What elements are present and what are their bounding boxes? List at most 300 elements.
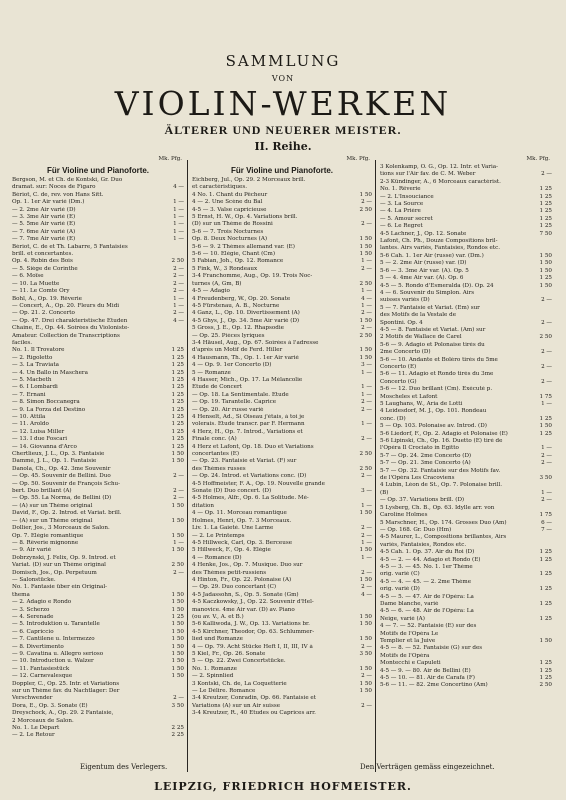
- entry-title: — 8. Divertimento: [12, 643, 64, 650]
- catalog-entry: [12, 207, 184, 214]
- catalog-entry: [380, 490, 552, 497]
- entry-price: 1 25: [171, 414, 184, 420]
- catalog-entry: [380, 608, 552, 615]
- entry-price: 4 —: [361, 591, 372, 598]
- entry-price: 1 —: [361, 369, 372, 376]
- entry-title: 4 — Op. 9. 1er Concerto (D): [192, 362, 272, 369]
- entry-price: 1 50: [359, 576, 372, 583]
- entry-price: [526, 245, 552, 252]
- entry-title: 4 Hausmann, Th., Op. 1. 1er Air varié: [192, 354, 299, 361]
- entry-price: 1 25: [539, 201, 552, 208]
- entry-title: — 9. Air varié: [12, 547, 52, 554]
- footer-ownership: Eigentum des Verlegers.: [80, 763, 168, 771]
- catalog-entry: [380, 438, 552, 445]
- catalog-entry: [192, 503, 372, 510]
- entry-price: 1 25: [539, 430, 552, 437]
- catalog-entry: [12, 636, 184, 643]
- catalog-entry: [12, 644, 184, 651]
- catalog-entry: [192, 414, 372, 421]
- entry-price: [526, 653, 552, 660]
- catalog-entry: [380, 542, 552, 549]
- entry-price: [346, 429, 372, 436]
- catalog-entry: [12, 518, 184, 525]
- entry-price: 2 —: [361, 643, 372, 650]
- catalog-entry: [192, 214, 372, 221]
- catalog-entry: [192, 481, 372, 488]
- entry-price: 1 —: [361, 384, 372, 391]
- catalog-entry: [12, 621, 184, 628]
- catalog-entry: [12, 192, 184, 199]
- entry-price: 1 50: [359, 636, 372, 643]
- catalog-entry: [380, 238, 552, 245]
- entry-price: 1 25: [171, 391, 184, 398]
- entry-title: lied und Romanze: [192, 636, 243, 643]
- catalog-entry: [192, 458, 372, 465]
- entry-title: — Op. 21. 2. Concerto: [12, 310, 75, 317]
- entry-price: 1 50: [359, 236, 372, 243]
- entry-price: [346, 444, 372, 451]
- entry-price: [526, 631, 552, 638]
- catalog-entry: [380, 623, 552, 630]
- entry-title: 4-5 — 5. — 47. Air de l'Opéra: La: [380, 593, 474, 600]
- entry-price: [346, 177, 372, 184]
- entry-price: 1 50: [359, 354, 372, 361]
- entry-price: [158, 340, 184, 347]
- catalog-entry: [380, 290, 552, 297]
- catalog-entry: [12, 481, 184, 488]
- entry-title: bert. Duo brillant (A): [12, 488, 72, 495]
- entry-title: turnes (A, Gm, B): [192, 280, 242, 287]
- entry-title: Op. 8. Deux Nocturnes (A): [192, 236, 268, 243]
- catalog-entry: [380, 527, 552, 534]
- entry-title: — 7. Ernani: [12, 391, 46, 398]
- entry-price: [158, 481, 184, 488]
- entry-title: Op. 7. Élégie romantique: [12, 532, 84, 539]
- catalog-entry: [192, 310, 372, 317]
- catalog-entry: [12, 525, 184, 532]
- catalog-entry: [12, 436, 184, 443]
- catalog-entry: [12, 614, 184, 621]
- catalog-entry: [380, 468, 552, 475]
- entry-title: 5-6 — 3. 3me Air var. (A). Op. 5: [380, 267, 469, 274]
- catalog-entry: [380, 171, 552, 178]
- catalog-entry: [12, 296, 184, 303]
- entry-title: — 9. La Forza del Destino: [12, 406, 86, 413]
- entry-price: 1 50: [171, 628, 184, 635]
- entry-price: [158, 584, 184, 591]
- entry-title: 4-5 Hillweck, Carl, Op. 3. Berceuse: [192, 539, 293, 546]
- catalog-entry: [192, 199, 372, 206]
- catalog-entry: [192, 325, 372, 332]
- entry-price: 1 25: [171, 399, 184, 406]
- catalog-entry: [192, 273, 372, 280]
- entry-price: [526, 645, 552, 652]
- entry-price: 2 25: [171, 725, 184, 732]
- entry-title: 5-6 — 9. 2 Thèmes allemand var. (E): [192, 243, 295, 250]
- catalog-entry: [380, 223, 552, 230]
- entry-price: 1 50: [359, 243, 372, 250]
- catalog-entry: [192, 355, 372, 362]
- catalog-entry: [192, 347, 372, 354]
- entry-title: 5 Lysberg, Ch. B., Op. 63. Idylle arr. von: [380, 504, 495, 511]
- entry-price: [526, 623, 552, 630]
- catalog-entry: [192, 429, 372, 436]
- entry-title: 5 — Romanze: [192, 369, 231, 376]
- column-price-header: Mk. Pfg.: [526, 156, 550, 162]
- entry-price: [526, 327, 552, 334]
- entry-price: [346, 607, 372, 614]
- entry-price: 2 —: [541, 171, 552, 178]
- entry-price: 1 50: [171, 636, 184, 643]
- entry-price: 4 —: [361, 295, 372, 302]
- catalog-entry: [380, 497, 552, 504]
- entry-title: faciles.: [12, 339, 33, 346]
- entry-title: 5-6 — 11. Adagio et Rondo tirés du 3me: [380, 371, 494, 378]
- catalog-entry: [380, 416, 552, 423]
- catalog-entry: [192, 281, 372, 288]
- entry-price: 1 —: [541, 489, 552, 496]
- entry-price: 1 25: [539, 186, 552, 193]
- entry-title: 5 Fabian, Joh., Op. 12. Romance: [192, 258, 284, 265]
- entry-title: 4-5 — 3. Valse capricieuse: [192, 206, 267, 213]
- entry-price: 1 50: [539, 267, 552, 274]
- entry-price: 2 —: [361, 265, 372, 272]
- entry-title: 5-6 Lipinski, Ch., Op. 16. Duetto (E) tiré de: [380, 438, 503, 445]
- entry-title: 5-7 — Op. 32. Fantaisie sur des Motifs fav.: [380, 467, 501, 474]
- catalog-entry: [380, 638, 552, 645]
- column-title: Für Violine und Pianoforte.: [230, 166, 334, 175]
- entry-price: 1 50: [171, 599, 184, 606]
- entry-price: [346, 518, 372, 525]
- entry-title: 4 Lubin, Léon de St., Op. 7. Polonaise brill.: [380, 482, 503, 489]
- catalog-entry: [380, 216, 552, 223]
- catalog-entry: [380, 334, 552, 341]
- catalog-entry: [192, 658, 372, 665]
- entry-title: 4 Leidesdorf, M. J., Op. 101. Rondeau: [380, 408, 487, 415]
- catalog-entry: [12, 570, 184, 577]
- entry-title: (ou av. V., A. et B.): [192, 613, 244, 620]
- entry-title: 4 — Op. 11. Morceau romantique: [192, 510, 287, 517]
- entry-title: 5-6 — 11. — 82. 2me Concertino (Am): [380, 682, 488, 689]
- entry-title: — Le Délire. Romance: [192, 688, 256, 695]
- entry-price: 2 —: [361, 525, 372, 532]
- entry-price: 1 25: [171, 428, 184, 435]
- entry-price: 2 —: [361, 436, 372, 443]
- entry-title: thema: [12, 591, 30, 598]
- entry-title: — 6. Moïse: [12, 273, 44, 280]
- catalog-entry: [380, 260, 552, 267]
- entry-price: [526, 438, 552, 445]
- entry-title: manovice. 4me Air var. (D) av. Piano: [192, 606, 295, 613]
- entry-title: — Op. 24. Introd. et Variations conc. (D): [192, 473, 307, 480]
- catalog-entry: [192, 407, 372, 414]
- entry-title: Verschwender: [12, 695, 53, 702]
- catalog-entry: [192, 333, 372, 340]
- entry-price: [526, 386, 552, 393]
- catalog-entry: [380, 364, 552, 371]
- catalog-entry: [380, 342, 552, 349]
- entry-title: Bériot, C. de, rev. von Hans Sitt.: [12, 191, 104, 198]
- entry-price: 1 —: [173, 206, 184, 213]
- entry-price: 2 —: [361, 473, 372, 480]
- catalog-entry: [192, 636, 372, 643]
- catalog-entry: [380, 320, 552, 327]
- entry-price: 1 50: [539, 252, 552, 259]
- entry-price: 2 —: [541, 363, 552, 370]
- entry-price: [158, 718, 184, 725]
- catalog-entry: [192, 266, 372, 273]
- catalog-entry: [192, 244, 372, 251]
- entry-title: No. 1. Rêverie: [380, 186, 421, 193]
- entry-title: — Op. 19. Tarantelle. Caprice: [192, 399, 277, 406]
- entry-price: 1 25: [171, 369, 184, 376]
- catalog-entry: [12, 347, 184, 354]
- entry-price: 1 75: [539, 393, 552, 400]
- column-divider: [375, 160, 376, 772]
- entry-title: — 7. 7me Air varié (E): [12, 236, 76, 243]
- entry-price: [346, 184, 372, 191]
- entry-price: 1 25: [171, 384, 184, 391]
- catalog-entry: [192, 377, 372, 384]
- entry-price: [526, 408, 552, 415]
- catalog-entry: [192, 570, 372, 577]
- entry-title: — 3. La Source: [380, 201, 424, 208]
- entry-price: [346, 562, 372, 569]
- entry-price: [526, 371, 552, 378]
- entry-title: 4 Herz et Lafont, Op. 18. Duo et Variations: [192, 443, 314, 450]
- catalog-entry: [12, 258, 184, 265]
- catalog-entry: [380, 660, 552, 667]
- catalog-entry: [192, 236, 372, 243]
- catalog-entry: [12, 251, 184, 258]
- catalog-entry: [380, 586, 552, 593]
- publisher-imprint: LEIPZIG, FRIEDRICH HOFMEISTER.: [154, 780, 412, 793]
- entry-title: Dollier, Jos., 3 Morceaux de Salon.: [12, 525, 110, 532]
- entry-price: [526, 179, 552, 186]
- entry-price: 2 50: [359, 206, 372, 213]
- entry-price: 2 50: [359, 451, 372, 458]
- entry-price: 1 50: [171, 451, 184, 458]
- entry-title: 3 Kolenkamp, O. G., Op. 12. Intr. et Varia-: [380, 164, 498, 170]
- catalog-entry: [12, 273, 184, 280]
- entry-price: [158, 555, 184, 562]
- catalog-column-1: [12, 156, 184, 778]
- catalog-entry: [12, 725, 184, 732]
- entry-price: [158, 251, 184, 258]
- entry-price: 1 50: [539, 423, 552, 430]
- catalog-entry: [12, 695, 184, 702]
- entry-title: (B): [380, 489, 389, 496]
- catalog-entry: [380, 564, 552, 571]
- entry-price: [346, 599, 372, 606]
- entry-price: 2 —: [361, 584, 372, 591]
- entry-price: 1 50: [171, 651, 184, 657]
- entry-title: — Op. 45. Souvenir de Bellini. Duo: [12, 473, 111, 480]
- entry-title: — 2. 2me Air varié (D): [12, 206, 76, 213]
- entry-title: 4 Hasser, Mich., Op. 17. La Mélancolie: [192, 376, 303, 383]
- catalog-entry: [12, 688, 184, 695]
- catalog-entry: [192, 473, 372, 480]
- catalog-entry: [380, 201, 552, 208]
- catalog-entry: [12, 540, 184, 547]
- entry-price: 2 —: [173, 569, 184, 576]
- catalog-entry: [192, 495, 372, 502]
- entry-title: 3-4 Kreutzer, R., 40 Études ou Caprices arr.: [192, 710, 316, 717]
- entry-price: 1 25: [171, 613, 184, 620]
- entry-title: Dammé, J. L., Op. 1. Fantaisie: [12, 458, 97, 465]
- entry-title: 4 — Romance (D): [192, 554, 242, 561]
- entry-title: — 2. Adagio e Rondo: [12, 599, 72, 606]
- entry-price: 2 —: [173, 273, 184, 280]
- entry-title: des Motifs de la Vestale de: [380, 312, 457, 319]
- catalog-entry: [12, 184, 184, 191]
- catalog-entry: [380, 312, 552, 319]
- entry-price: 2 —: [361, 325, 372, 332]
- catalog-entry: [12, 281, 184, 288]
- catalog-entry: [12, 199, 184, 206]
- catalog-entry: [380, 357, 552, 364]
- entry-title: — 14. Giovanna d'Arco: [12, 443, 77, 450]
- entry-price: [526, 357, 552, 364]
- entry-title: Bériot, C. de et Th. Labarre, 5 Fantaisies: [12, 243, 128, 250]
- entry-title: Bergson, M. et Ch. de Kontski, Gr. Duo: [12, 177, 123, 183]
- entry-price: 2 —: [541, 460, 552, 467]
- entry-title: 5-6 Liedorf, F., Op. 2. Adagio et Polonaise (E): [380, 430, 508, 437]
- entry-price: 7 50: [539, 230, 552, 237]
- catalog-entry: [192, 644, 372, 651]
- entry-price: 1 50: [359, 251, 372, 258]
- entry-title: 4-5 Hoffmeister, F. A., Op. 19. Nouvelle grande: [192, 480, 325, 487]
- entry-price: 1 50: [171, 658, 184, 665]
- catalog-entry: [380, 305, 552, 312]
- entry-price: 1 —: [361, 502, 372, 509]
- catalog-entry: [380, 571, 552, 578]
- catalog-entry: [12, 607, 184, 614]
- catalog-entry: [12, 503, 184, 510]
- catalog-entry: [12, 325, 184, 332]
- entry-title: de l'Opéra Les Cracoviens: [380, 475, 455, 482]
- catalog-entry: [192, 288, 372, 295]
- entry-price: 2 —: [173, 288, 184, 295]
- entry-title: 5 Laughans, W., Aria de Lotti: [380, 401, 463, 407]
- catalog-entry: [12, 584, 184, 591]
- catalog-entry: [12, 488, 184, 495]
- catalog-entry: [12, 533, 184, 540]
- entry-price: 3 50: [359, 651, 372, 657]
- entry-title: 3 Kontski, Ch. de, La Coquetterie: [192, 680, 287, 687]
- catalog-entry: [12, 362, 184, 369]
- entry-title: Dobrzynski, J. Felix, Op. 9. Introd. et: [12, 554, 116, 561]
- entry-price: [526, 342, 552, 349]
- entry-price: 1 —: [361, 258, 372, 265]
- catalog-entry: [12, 473, 184, 480]
- entry-price: 1 50: [171, 502, 184, 509]
- entry-title: Concerto (E): [380, 363, 417, 370]
- catalog-entry: [12, 599, 184, 606]
- entry-title: 4 — 6. Souvenir du Simplon. Airs: [380, 289, 475, 296]
- entry-title: 4-5 — Adagio: [192, 288, 230, 295]
- entry-price: 1 —: [541, 445, 552, 452]
- entry-price: 2 —: [361, 406, 372, 413]
- entry-title: Dame blanche, varié: [380, 600, 439, 607]
- catalog-entry: [12, 547, 184, 554]
- entry-title: Danola, Ch., Op. 42. 3me Souvenir: [12, 465, 111, 472]
- catalog-entry: [192, 540, 372, 547]
- catalog-entry: [192, 192, 372, 199]
- catalog-entry: [12, 414, 184, 421]
- entry-price: 1 —: [173, 295, 184, 302]
- entry-title: 4 No. 1. Chant du Pêcheur: [192, 191, 268, 198]
- catalog-entry: [192, 229, 372, 236]
- catalog-entry: [12, 666, 184, 673]
- entry-title: — 13. I due Foscari: [12, 436, 68, 443]
- catalog-entry: [12, 392, 184, 399]
- entry-price: 1 50: [171, 673, 184, 680]
- entry-title: 3-4 Kreutzer, Conradin, Op. 66. Fantaisie et: [192, 695, 316, 702]
- entry-price: 2 —: [361, 569, 372, 576]
- catalog-entry: [380, 475, 552, 482]
- entry-price: 1 50: [171, 547, 184, 554]
- footer-agreement: Den Verträgen gemäss eingezeichnet.: [360, 763, 495, 771]
- entry-title: — 6. Le Regret: [380, 223, 423, 230]
- catalog-entry: [12, 658, 184, 665]
- entry-price: 1 50: [359, 510, 372, 517]
- entry-title: — Op. 50. Souvenir de François Schu-: [12, 480, 121, 487]
- catalog-entry: [380, 534, 552, 541]
- entry-title: Bohl, A., Op. 19. Rêverie: [12, 295, 82, 302]
- entry-title: dramat. sur: Noces de Figaro: [12, 184, 96, 191]
- catalog-entry: [192, 318, 372, 325]
- catalog-entry: [380, 194, 552, 201]
- entry-title: 5-6 — 10. Élégie, Chant (Cm): [192, 251, 276, 258]
- entry-price: 3 50: [171, 702, 184, 709]
- entry-price: 1 50: [359, 621, 372, 628]
- entry-title: 4 — 2. Une Scène du Bal: [192, 199, 263, 206]
- catalog-entry: [12, 377, 184, 384]
- entry-title: — 3. La Traviata: [12, 362, 59, 369]
- entry-price: [526, 505, 552, 512]
- catalog-entry: [192, 666, 372, 673]
- catalog-entry: [192, 547, 372, 554]
- catalog-entry: [192, 621, 372, 628]
- catalog-entry: [192, 525, 372, 532]
- entry-title: — 7. 6me Air varié (A): [12, 228, 76, 235]
- entry-title: 2-3 Kündinger, A., 6 Morceaux caractérist.: [380, 178, 501, 185]
- catalog-entry: [12, 718, 184, 725]
- entry-price: 1 25: [171, 436, 184, 443]
- entry-price: [158, 177, 184, 184]
- catalog-entry: [192, 384, 372, 391]
- entry-title: 4-5 Fürstenau, A. B., Nocturne: [192, 302, 280, 309]
- entry-title: — Op. 37. Variations brill. (D): [380, 497, 465, 504]
- entry-price: 1 25: [539, 615, 552, 622]
- entry-price: 2 —: [361, 310, 372, 317]
- entry-price: [158, 244, 184, 251]
- entry-price: 3 50: [539, 475, 552, 482]
- catalog-entry: [12, 429, 184, 436]
- entry-price: 1 25: [539, 667, 552, 674]
- entry-price: [346, 229, 372, 236]
- entry-price: 1 50: [171, 458, 184, 465]
- catalog-entry: [12, 318, 184, 325]
- entry-price: [346, 214, 372, 221]
- catalog-entry: [192, 303, 372, 310]
- entry-price: 1 50: [171, 643, 184, 650]
- catalog-entry: [192, 555, 372, 562]
- entry-title: Motifs de l'Opéra: [380, 652, 430, 659]
- entry-price: [158, 333, 184, 340]
- entry-title: Lafont, Ch. Ph., Douze Compositions bril-: [380, 238, 498, 245]
